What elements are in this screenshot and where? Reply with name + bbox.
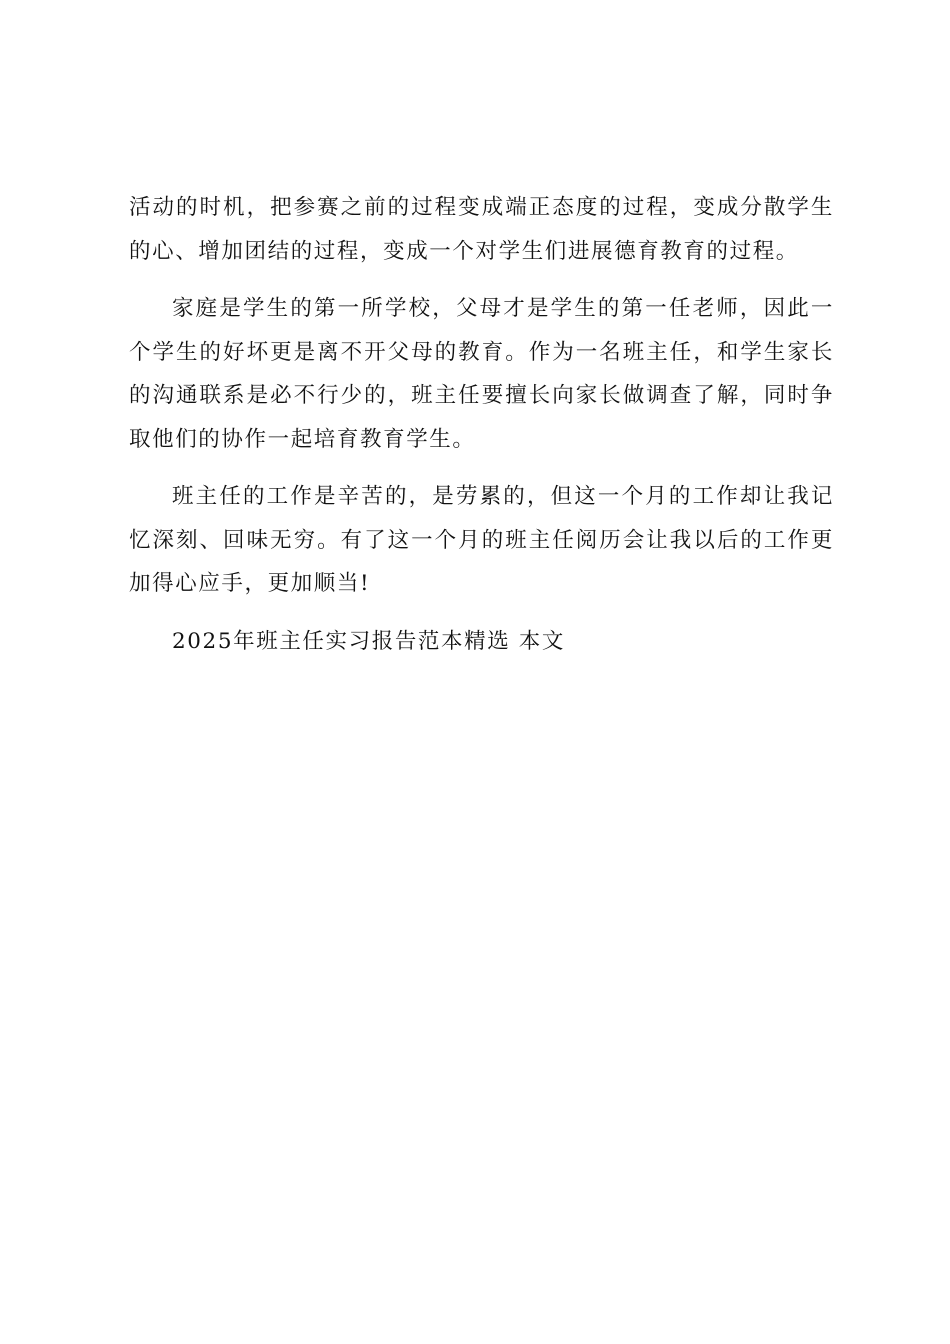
paragraph-family-education: 家庭是学生的第一所学校，父母才是学生的第一任老师，因此一个学生的好坏更是离不开父母的教育。作为一名班主任，和学生家长的沟通联系是必不行少的，班主任要擅长向家长做调查了解，同时争取他们的协作一起培育教育学生。 [129,296,834,452]
document-footer-title: 2025年班主任实习报告范本精选 本文 [172,628,565,654]
paragraph-continuation: 活动的时机，把参赛之前的过程变成端正态度的过程，变成分散学生的心、增加团结的过程，变成一个对学生们进展德育教育的过程。 [129,195,834,264]
paragraph-conclusion: 班主任的工作是辛苦的，是劳累的，但这一个月的工作却让我记忆深刻、回味无穷。有了这一个月的班主任阅历会让我以后的工作更加得心应手，更加顺当! [129,484,834,596]
document-body [129,186,834,663]
